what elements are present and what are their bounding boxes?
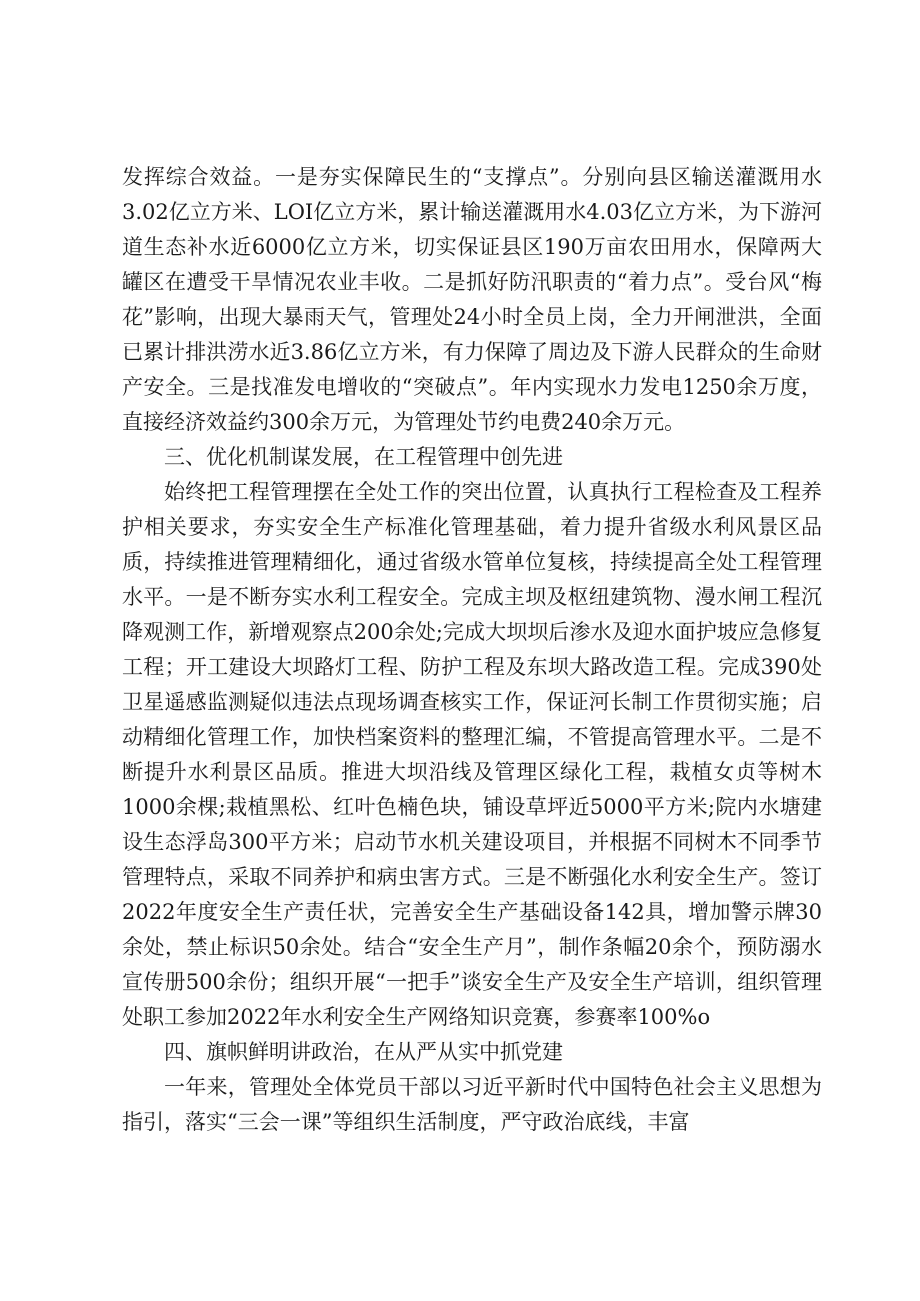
- document-body: [122, 160, 822, 1140]
- section-heading-party-building: 四、旗帜鲜明讲政治，在从严从实中抓党建: [164, 1040, 563, 1064]
- paragraph-engineering-management: 始终把工程管理摆在全处工作的突出位置，认真执行工程检查及工程养护相关要求，夯实安全生产标准化管理基础，着力提升省级水利风景区品质，持续推进管理精细化，通过省级水管单位复核，持续提高全处工程管理水平。一是不断夯实水利工程安全。完成主坝及枢纽建筑物、漫水闸工程沉降观测工作，新增观察点200余处;完成大坝坝后渗水及迎水面护坡应急修复工程；开工建设大坝路灯工程、防护工程及东坝大路改造工程。完成390处卫星遥感监测疑似违法点现场调查核实工作，保证河长制工作贯彻实施；启动精细化管理工作，加快档案资料的整理汇编，不管提高管理水平。二是不断提升水利景区品质。推进大坝沿线及管理区绿化工程，栽植女贞等树木1000余棵;栽植黑松、红叶色楠色块，铺设草坪近5000平方米;院内水塘建设生态浮岛300平方米；启动节水机关建设项目，并根据不同树木不同季节管理特点，采取不同养护和病虫害方式。三是不断强化水利安全生产。签订2022年度安全生产责任状，完善安全生产基础设备142具，增加警示牌30余处，禁止标识50余处。结合“安全生产月”，制作条幅20余个，预防溺水宣传册500余份；组织开展“一把手”谈安全生产及安全生产培训，组织管理处职工参加2022年水利安全生产网络知识竞赛，参赛率100%o: [122, 480, 822, 1029]
- section-heading-engineering-management: 三、优化机制谋发展，在工程管理中创先进: [164, 445, 563, 469]
- paragraph-party-building: 一年来，管理处全体党员干部以习近平新时代中国特色社会主义思想为指引，落实“三会一课”等组织生活制度，严守政治底线，丰富: [122, 1075, 822, 1134]
- paragraph-comprehensive-benefits: 发挥综合效益。一是夯实保障民生的“支撑点”。分别向县区输送灌溉用水3.02亿立方米、LOI亿立方米，累计输送灌溉用水4.03亿立方米，为下游河道生态补水近6000亿立方米，切实保证县区190万亩农田用水，保障两大罐区在遭受干旱情况农业丰收。二是抓好防汛职责的“着力点”。受台风“梅花”影响，出现大暴雨天气，管理处24小时全员上岗，全力开闸泄洪，全面已累计排洪涝水近3.86亿立方米，有力保障了周边及下游人民群众的生命财产安全。三是找准发电增收的“突破点”。年内实现水力发电1250余万度，直接经济效益约300余万元，为管理处节约电费240余万元。: [122, 165, 822, 434]
